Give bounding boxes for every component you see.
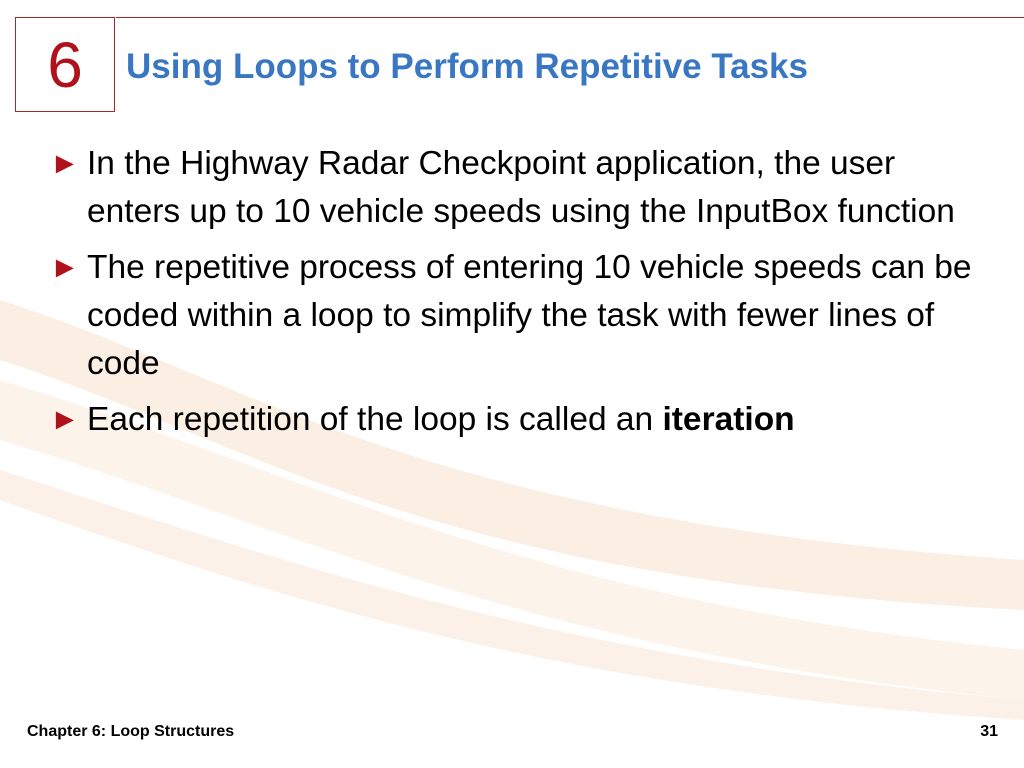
footer-page-number: 31 (980, 723, 998, 740)
chapter-number: 6 (47, 28, 83, 101)
bullet-list (50, 140, 980, 452)
chapter-number-box (15, 17, 115, 112)
bullet-bold-term: iteration (662, 401, 795, 438)
header-rule (116, 17, 1024, 18)
bullet-text: In the Highway Radar Checkpoint application, the user enters up to 10 vehicle speeds using the InputBox function (87, 145, 955, 230)
bullet-item (50, 244, 980, 388)
bullet-item (50, 140, 980, 236)
bullet-text: Each repetition of the loop is called an (87, 401, 663, 438)
bullet-item (50, 396, 980, 444)
bullet-text: The repetitive process of entering 10 vehicle speeds can be coded within a loop to simplify the task with fewer lines of code (87, 249, 972, 382)
triangle-bullet-icon: ► (50, 251, 80, 284)
slide-title: Using Loops to Perform Repetitive Tasks (126, 47, 808, 86)
triangle-bullet-icon: ► (50, 147, 80, 180)
triangle-bullet-icon: ► (50, 403, 80, 436)
footer-chapter-label: Chapter 6: Loop Structures (27, 723, 235, 740)
